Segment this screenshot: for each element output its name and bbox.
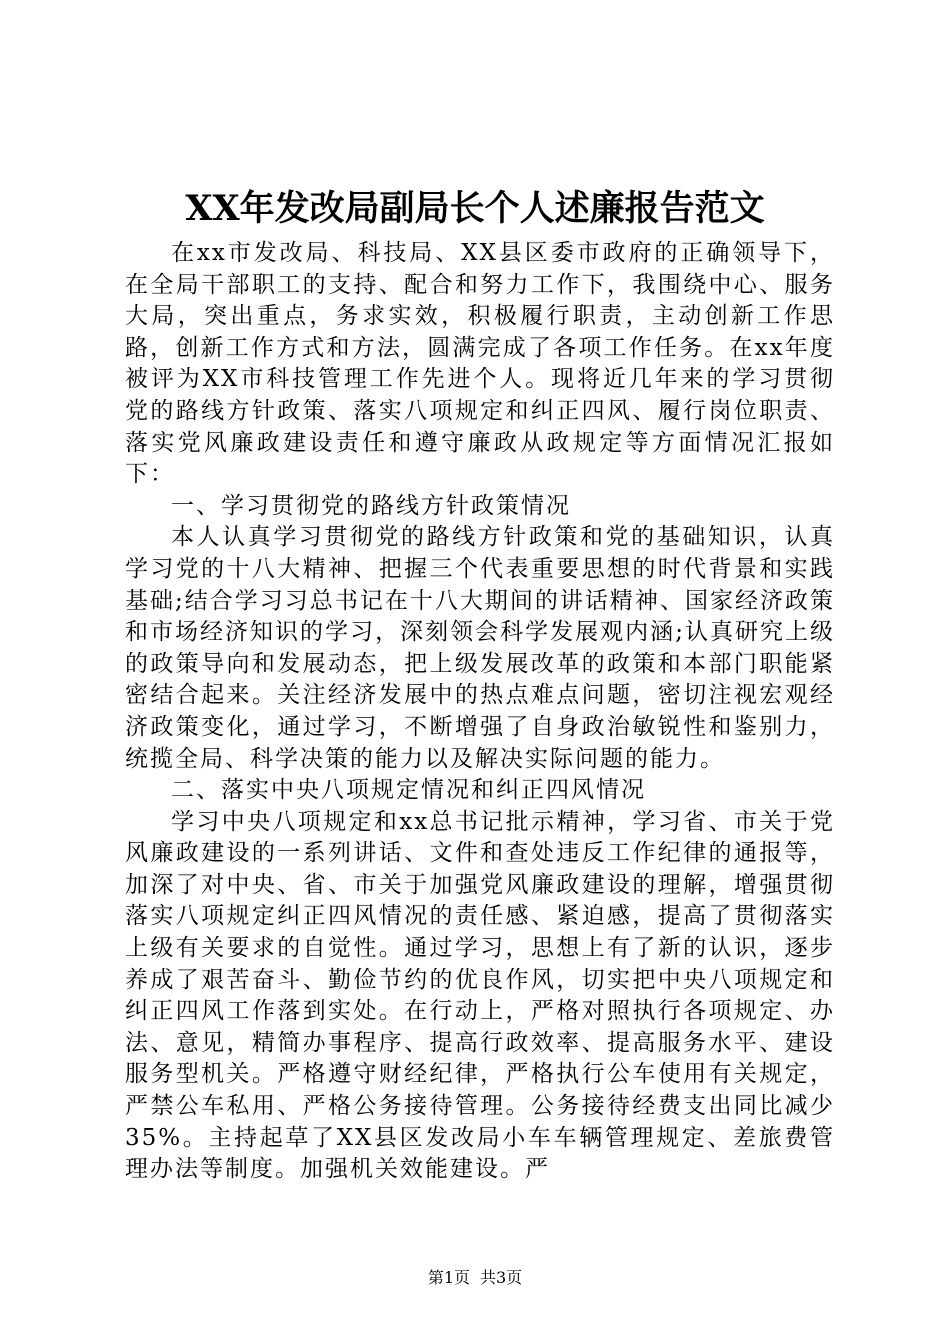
page-footer: [0, 1268, 950, 1288]
page-total: 共3页: [480, 1268, 523, 1287]
section-1-paragraph: 本人认真学习贯彻党的路线方针政策和党的基础知识，认真学习党的十八大精神、把握三个代表重要思想的时代背景和实践基础;结合学习习总书记在十八大期间的讲话精神、国家经济政策和市场经济知识的学习，深刻领会科学发展观内涵;认真研究上级的政策导向和发展动态，把上级发展改革的政策和本部门职能紧密结合起来。关注经济发展中的热点难点问题，密切注视宏观经济政策变化，通过学习，不断增强了自身政治敏锐性和鉴别力，统揽全局、科学决策的能力以及解决实际问题的能力。: [125, 524, 835, 772]
section-heading-2: 二、落实中央八项规定情况和纠正四风情况: [171, 777, 646, 804]
section-2-paragraph: 学习中央八项规定和xx总书记批示精神，学习省、市关于党风廉政建设的一系列讲话、文件和查处违反工作纪律的通报等，加深了对中央、省、市关于加强党风廉政建设的理解，增强贯彻落实八项规定纠正四风情况的责任感、紧迫感，提高了贯彻落实上级有关要求的自觉性。通过学习，思想上有了新的认识，逐步养成了艰苦奋斗、勤俭节约的优良作风，切实把中央八项规定和纠正四风工作落到实处。在行动上，严格对照执行各项规定、办法、意见，精简办事程序、提高行政效率、提高服务水平、建设服务型机关。严格遵守财经纪律，严格执行公车使用有关规定，严禁公车私用、严格公务接待管理。公务接待经费支出同比减少35%。主持起草了XX县区发改局小车车辆管理规定、差旅费管理办法等制度。加强机关效能建设。严: [125, 808, 835, 1183]
page-number: 第1页: [427, 1268, 470, 1287]
document-title: XX年发改局副局长个人述廉报告范文: [185, 188, 765, 229]
intro-paragraph: 在xx市发改局、科技局、XX县区委市政府的正确领导下，在全局干部职工的支持、配合和努力工作下，我围绕中心、服务大局，突出重点，务求实效，积极履行职责，主动创新工作思路，创新工作方式和方法，圆满完成了各项工作任务。在xx年度被评为XX市科技管理工作先进个人。现将近几年来的学习贯彻党的路线方针政策、落实八项规定和纠正四风、履行岗位职责、落实党风廉政建设责任和遵守廉政从政规定等方面情况汇报如下：: [125, 240, 835, 488]
section-heading-1: 一、学习贯彻党的路线方针政策情况: [171, 492, 571, 519]
document-body: [125, 238, 835, 1186]
